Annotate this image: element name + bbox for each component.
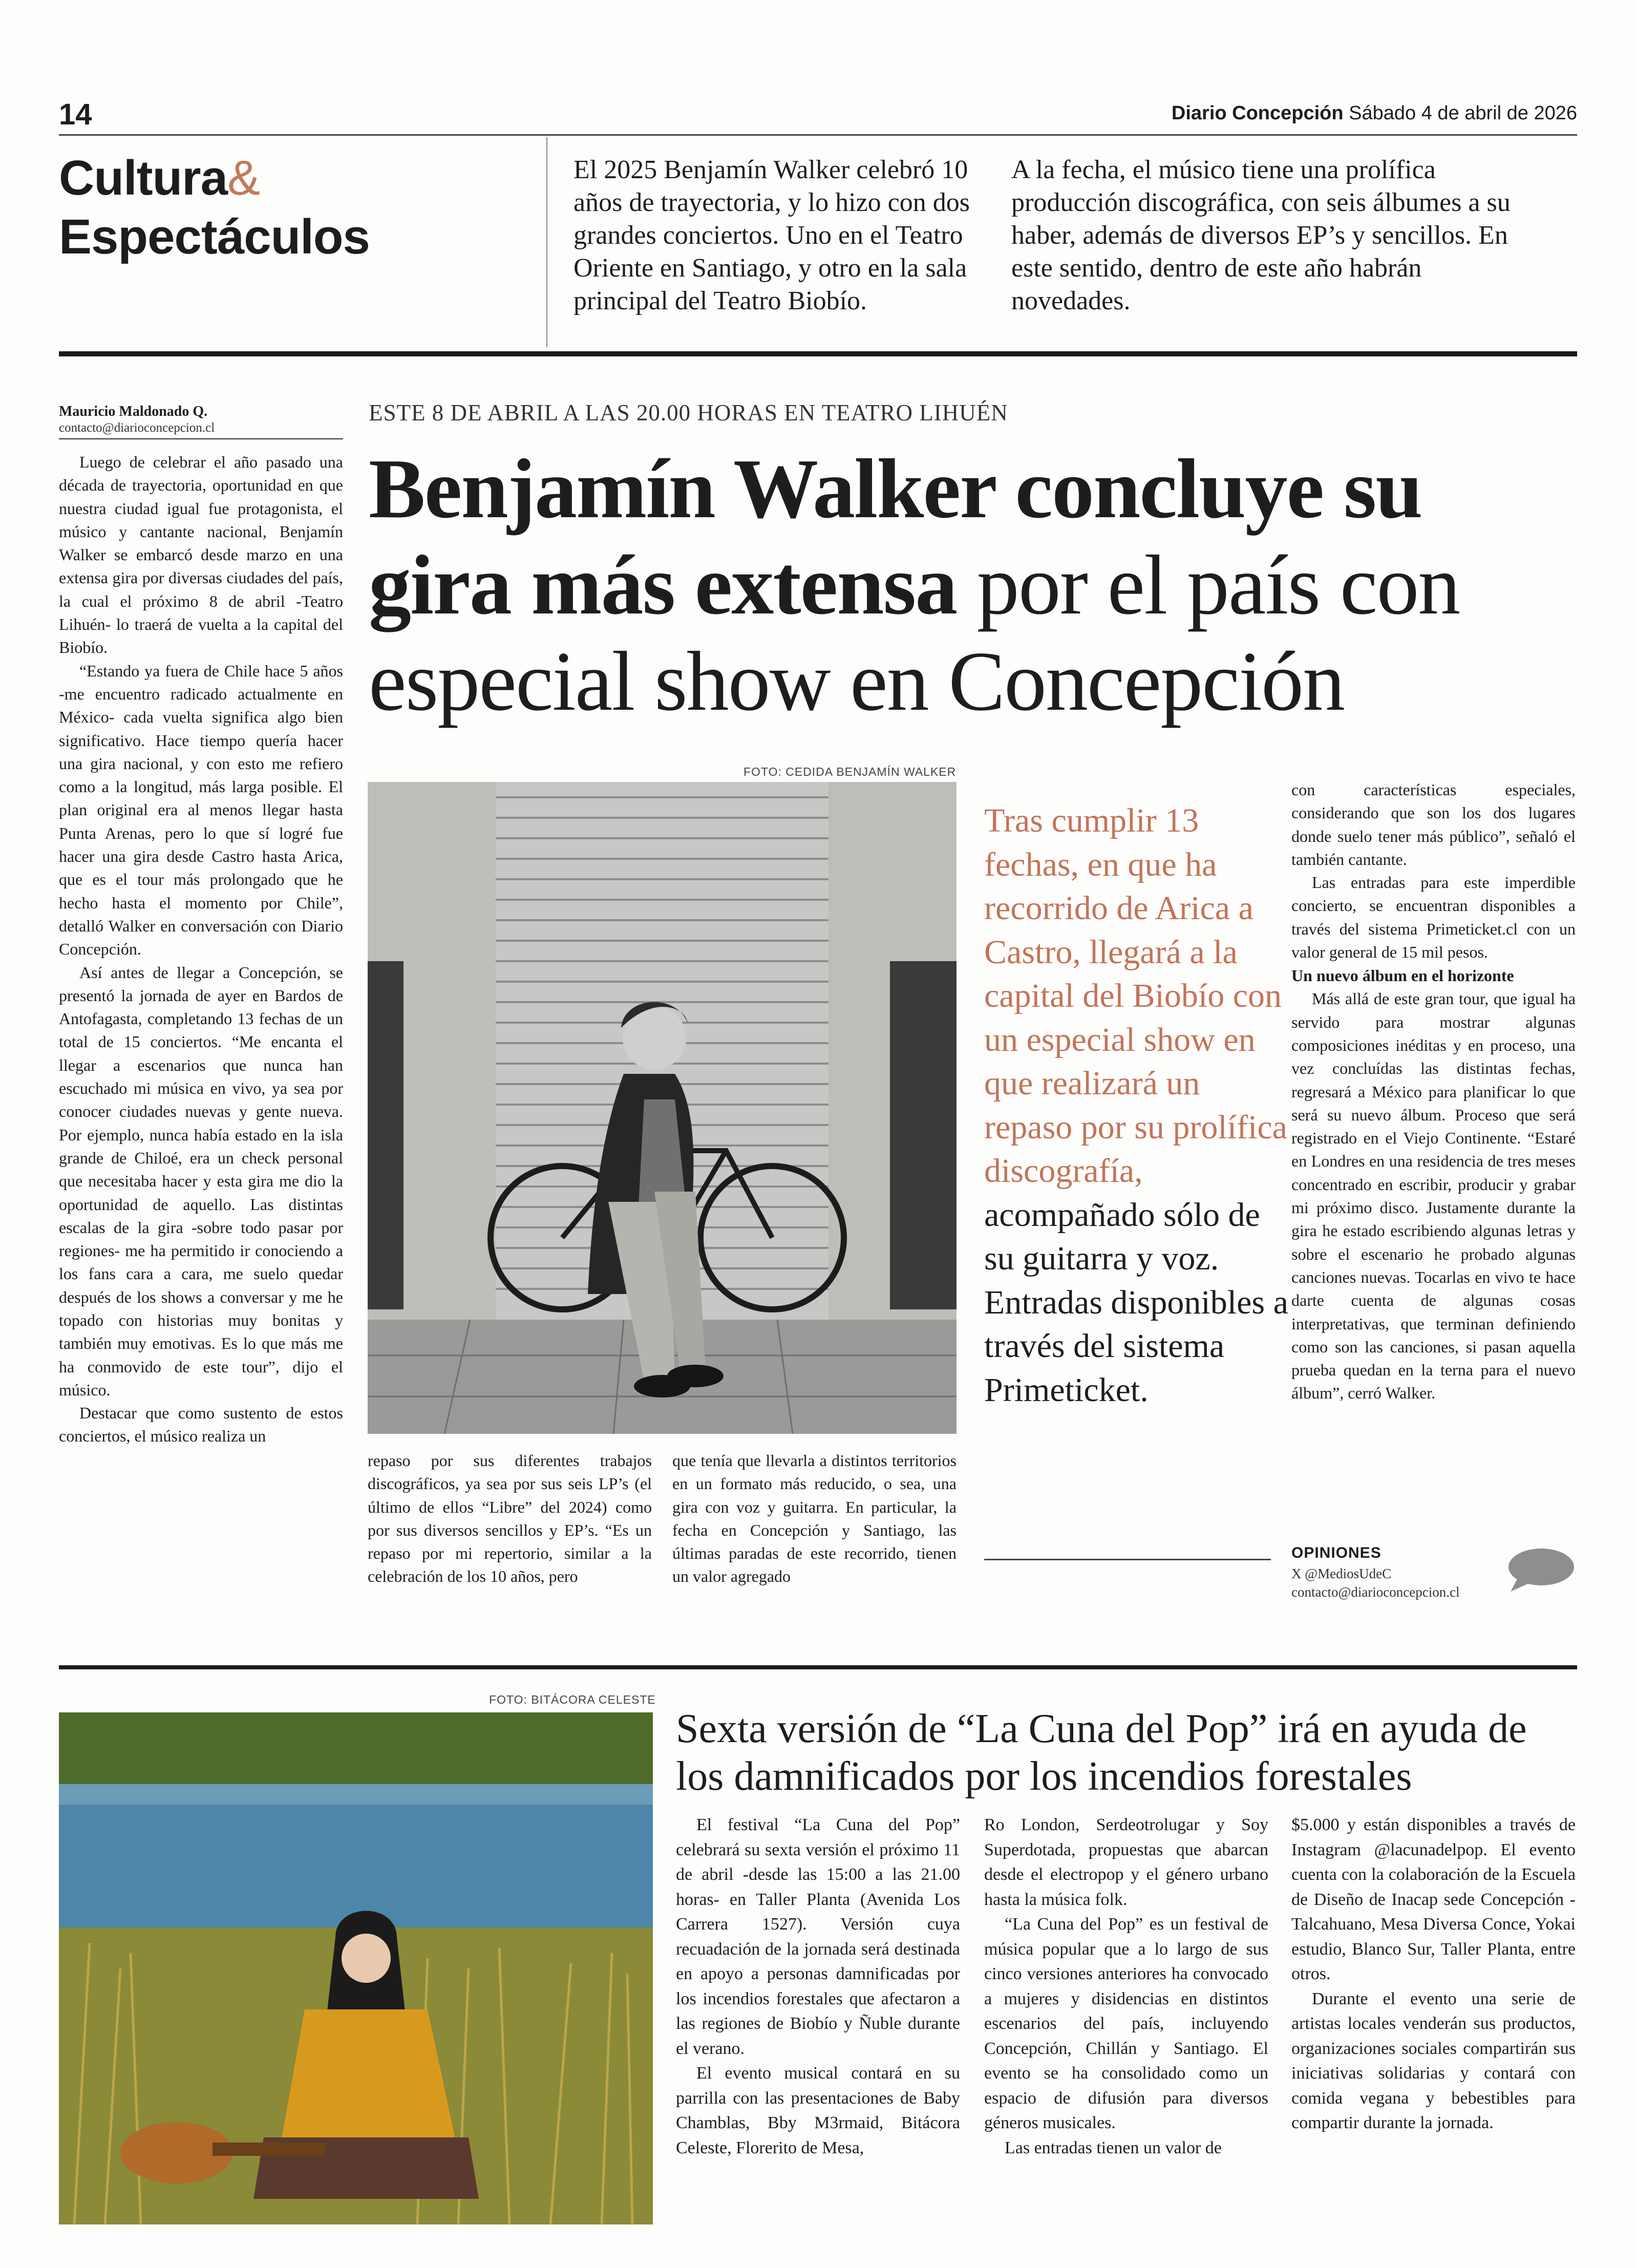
paragraph: que tenía que llevarla a distintos territorios en un formato más reducido, o sea, una gira con voz y guitarra. En particular, la fecha en Concepción y Santiago, las últimas paradas de este recorrido, tienen un valor agregado [672, 1451, 957, 1586]
paragraph: $5.000 y están disponibles a través de Instagram @lacunadelpop. El evento cuenta con la colaboración de la Escuela de Diseño de Inacap sede Concepción - Talcahuano, Mesa Diversa Conce, Yokai estudio, Blanco Sur, Taller Planta, entre otros. [1291, 1815, 1576, 1983]
headline-regular: por el país con especial show en Concepción [369, 538, 1460, 728]
article-column-1 [59, 451, 343, 1448]
article-divider [59, 1665, 1577, 1669]
opinions-contact [1291, 1564, 1459, 1601]
section-title [59, 149, 370, 266]
headline-bold: Benjamín Walker concluye su gira más extensa [369, 441, 1422, 632]
pull-quote-text: acompañado sólo de su guitarra y voz. Entradas disponibles a través del sistema Primeticket. [984, 1196, 1288, 1409]
teaser-1: El 2025 Benjamín Walker celebró 10 años de trayectoria, y lo hizo con dos grandes conciertos. Uno en el Teatro Oriente en Santiago, y otro en la sala principal del Teatro Biobío. [573, 155, 970, 315]
publication-date-line [1172, 102, 1577, 124]
paragraph: Luego de celebrar el año pasado una década de trayectoria, oportunidad en que nuestra ciudad igual fue protagonista, el músico y cantante nacional, Benjamín Walker se embarcó desde marzo en una extensa gira por diversas ciudades del país, la cual el próximo 8 de abril -Teatro Lihuén- lo traerá de vuelta a la capital del Biobío. [59, 453, 343, 657]
paragraph: Las entradas tienen un valor de [1005, 2138, 1222, 2157]
article-kicker: ESTE 8 DE ABRIL A LAS 20.00 HORAS EN TEATRO LIHUÉN [369, 400, 1008, 426]
pull-quote-rule [984, 1559, 1271, 1560]
opinions-email: contacto@diarioconcepcion.cl [1291, 1584, 1460, 1600]
teaser-2: A la fecha, el músico tiene una prolífica producción discográfica, con seis álbumes a su haber, además de diversos EP’s y sencillos. En este sentido, dentro de este año habrán novedades. [1011, 155, 1511, 315]
paragraph: Así antes de llegar a Concepción, se presentó la jornada de ayer en Bardos de Antofagasta, completando 13 fechas de un total de 15 conciertos. “Me encanta el llegar a escenarios que nunca han escuchado mi música en vivo, ya sea por conocer ciudades nuevas y gente nueva. Por ejemplo, nunca había estado en la isla grande de Chiloé, era un check personal que necesitaba hacer y esta gira me dio la oportunidad de aquello. Las distintas escalas de la gira -sobre todo pasar por regiones- me ha permitido ir conociendo a los fans cara a cara, me suelo quedar después de los shows a conversar y me he topado con historias muy bonitas y también muy emotivas. Es lo que más me ha conmovido de este tour”, dijo el músico. [59, 963, 343, 1399]
article-2-headline: Sexta versión de “La Cuna del Pop” irá en ayuda de los damnificados por los incendios forestales [676, 1706, 1527, 1799]
article-column-2 [368, 1449, 652, 1588]
pull-quote-accent: Tras cumplir 13 fechas, en que ha recorrido de Arica a Castro, llegará a la capital del Biobío con un especial show en que realizará un repaso por su prolífica discografía, [984, 802, 1287, 1190]
paragraph: Destacar que como sustento de estos conciertos, el músico realiza un [59, 1404, 343, 1446]
opinions-x-handle: X @MediosUdeC [1291, 1566, 1392, 1581]
paragraph: “Estando ya fuera de Chile hace 5 años -me encuentro radicado actualmente en México- cada vuelta significa algo bien significativo. Hace tiempo quería hacer una gira nacional, y con esto me refiero como a la longitud, más larga posible. El plan original era al menos llegar hasta Punta Arenas, pero lo que sí logré fue hacer una gira desde Castro hasta Arica, que es el tour más prolongado que he hecho hasta el momento por Chile”, detalló Walker en conversación con Diario Concepción. [59, 661, 343, 959]
header-divider [546, 137, 547, 347]
photo-credit: FOTO: CEDIDA BENJAMÍN WALKER [743, 765, 957, 778]
photo-credit-2: FOTO: BITÁCORA CELESTE [489, 1693, 656, 1706]
article-2-column-3 [1291, 1813, 1576, 2136]
author-name: Mauricio Maldonado Q. [59, 404, 208, 419]
article-column-3 [672, 1449, 957, 1588]
section-word-2: Espectáculos [59, 209, 370, 265]
paragraph: Más allá de este gran tour, que igual ha servido para mostrar algunas composiciones inéditas y en proceso, una vez concluídas las distintas fechas, regresará a México para planificar lo que será su nuevo álbum. Proceso que será registrado en el Viejo Continente. “Estaré en Londres en una residencia de tres meses concentrado en escribir, producir y grabar mi próximo disco. Justamente durante la gira he estado escribiendo algunas letras y sobre el escenario he probado algunas canciones nuevas. Tocarlas en vivo te hace darte cuenta de algunas cosas interpretativas, que terminan definiendo como son las canciones, si pasan aquella prueba quedan en la terna para el nuevo álbum”, cerró Walker. [1291, 989, 1576, 1403]
header-thick-rule [59, 351, 1577, 356]
paragraph: Las entradas para este imperdible concierto, se encuentran disponibles a través del sistema Primeticket.cl con un valor general de 15 mil pesos. [1291, 873, 1576, 962]
paragraph: “La Cuna del Pop” es un festival de música popular que a lo largo de sus cinco versiones anteriores ha convocado a mujeres y disidencias en distintos escenarios del país, incluyendo Concepción, Chillán y Santiago. El evento se ha consolidado como un espacio de difusión para diversos géneros musicales. [984, 1915, 1268, 2132]
paragraph: con características especiales, considerando que son los dos lugares donde suelo tener más público”, señaló el también cantante. [1291, 780, 1576, 868]
article-column-4 [1291, 778, 1576, 1405]
article-subhead: Un nuevo álbum en el horizonte [1291, 966, 1514, 985]
paragraph: El evento musical contará en su parrilla con las presentaciones de Baby Chamblas, Bby M3rmaid, Bitácora Celeste, Florerito de Mesa, [676, 2064, 960, 2157]
issue-date: Sábado 4 de abril de 2026 [1349, 102, 1577, 124]
paragraph: Durante el evento una serie de artistas locales venderán sus productos, organizaciones sociales compartirán sus iniciativas solidarias y contará con comida vegana y bebestibles para compartir durante la jornada. [1291, 1989, 1576, 2132]
paragraph: Ro London, Serdeotrolugar y Soy Superdotada, propuestas que abarcan desde el electropop y el género urbano hasta la música folk. [984, 1815, 1268, 1909]
page-number: 14 [59, 98, 92, 131]
article-2-column-2 [984, 1813, 1268, 2160]
author-email: contacto@diarioconcepcion.cl [59, 421, 215, 435]
byline-rule [59, 438, 343, 439]
musician-with-bicycle-photo [368, 782, 957, 1434]
pull-quote [984, 799, 1291, 1412]
opinions-label: OPINIONES [1291, 1544, 1382, 1561]
header-rule [59, 134, 1577, 136]
paragraph: repaso por sus diferentes trabajos discográficos, ya sea por sus seis LP’s (el último de ellos “Libre” del 2024) como por sus diversos sencillos y EP’s. “Es un repaso por mi repertorio, similar a la celebración de los 10 años, pero [368, 1451, 652, 1586]
woman-with-guitar-photo [59, 1712, 653, 2224]
section-word-1: Cultura [59, 151, 227, 205]
section-ampersand: & [227, 151, 260, 205]
publication-name: Diario Concepción [1171, 102, 1344, 124]
article-headline [369, 440, 1567, 729]
paragraph: El festival “La Cuna del Pop” celebrará su sexta versión el próximo 11 de abril -desde las 15:00 a las 21.00 horas- en Taller Planta (Avenida Los Carrera 1527). Versión cuya recuadación de la jornada será destinada en apoyo a personas damnificadas por los incendios forestales que afectaron a las regiones de Biobío y Ñuble durante el verano. [676, 1815, 960, 2058]
article-2-column-1 [676, 1813, 960, 2160]
speech-bubble-icon [1505, 1546, 1575, 1593]
